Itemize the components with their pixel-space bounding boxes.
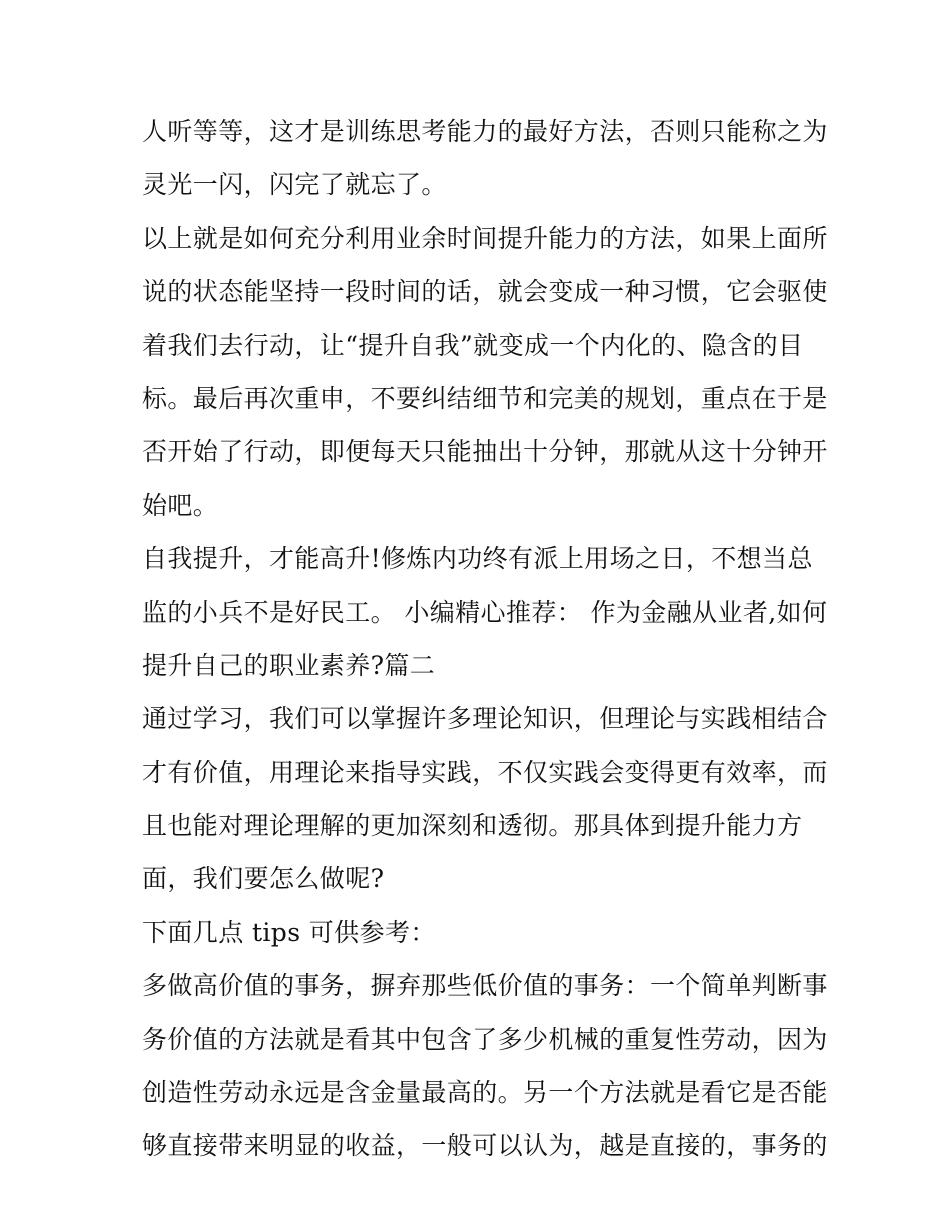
- text-line-7: 否开始了行动，即便每天只能抽出十分钟，那就从这十分钟开: [142, 437, 828, 467]
- text-line-9: 自我提升，才能高升!修炼内功终有派上用场之日，不想当总: [142, 544, 813, 574]
- text-line-6: 标。最后再次重申，不要纠结细节和完美的规划，重点在于是: [142, 383, 828, 413]
- text-line-20: 够直接带来明显的收益，一般可以认为，越是直接的，事务的: [142, 1131, 828, 1161]
- document-body: [142, 105, 828, 1173]
- text-line-18: 务价值的方法就是看其中包含了多少机械的重复性劳动，因为: [142, 1024, 828, 1054]
- text-line-5: 着我们去行动，让“提升自我”就变成一个内化的、隐含的目: [142, 330, 804, 360]
- text-line-15: 面，我们要怎么做呢?: [142, 864, 385, 894]
- text-line-16: 下面几点 tips 可供参考：: [142, 917, 436, 947]
- text-line-2: 灵光一闪，闪完了就忘了。: [142, 170, 447, 200]
- text-line-14: 且也能对理论理解的更加深刻和透彻。那具体到提升能力方: [142, 811, 803, 841]
- text-line-1: 人听等等，这才是训练思考能力的最好方法，否则只能称之为: [142, 117, 828, 146]
- text-line-4: 说的状态能坚持一段时间的话，就会变成一种习惯，它会驱使: [142, 277, 828, 307]
- text-line-13: 才有价值，用理论来指导实践，不仅实践会变得更有效率，而: [142, 757, 828, 787]
- text-line-17: 多做高价值的事务，摒弃那些低价值的事务：一个简单判断事: [142, 971, 828, 1001]
- text-line-12: 通过学习，我们可以掌握许多理论知识，但理论与实践相结合: [142, 704, 828, 734]
- text-line-19: 创造性劳动永远是含金量最高的。另一个方法就是看它是否能: [142, 1078, 828, 1108]
- text-line-8: 始吧。: [142, 490, 219, 520]
- text-line-10: 监的小兵不是好民工。 小编精心推荐： 作为金融从业者,如何: [142, 597, 828, 627]
- text-line-11: 提升自己的职业素养?篇二: [142, 650, 436, 680]
- text-line-3: 以上就是如何充分利用业余时间提升能力的方法，如果上面所: [142, 223, 828, 253]
